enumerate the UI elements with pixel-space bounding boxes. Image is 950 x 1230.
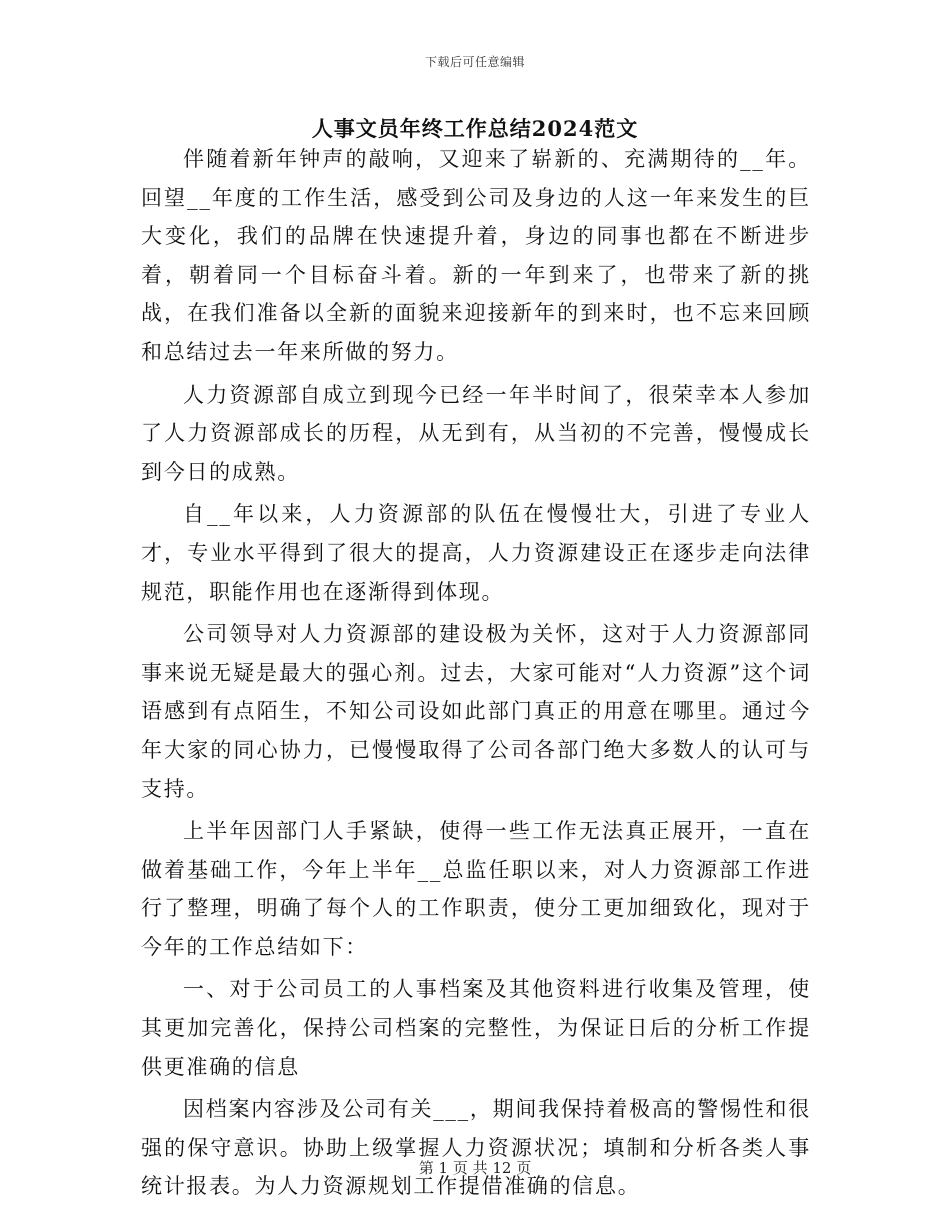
paragraph: 人力资源部自成立到现今已经一年半时间了，很荣幸本人参加了人力资源部成长的历程，从无到有，从当初的不完善，慢慢成长到今日的成熟。 [141, 382, 811, 484]
document-title: 人事文员年终工作总结2024范文 [311, 116, 639, 141]
header-note: 下载后可任意编辑 [424, 55, 525, 69]
paragraph: 上半年因部门人手紧缺，使得一些工作无法真正展开，一直在做着基础工作，今年上半年__总监任职以来，对人力资源部工作进行了整理，明确了每个人的工作职责，使分工更加细致化，现对于今年的工作总结如下： [141, 819, 811, 959]
paragraph: 公司领导对人力资源部的建设极为关怀，这对于人力资源部同事来说无疑是最大的强心剂。过去，大家可能对“人力资源”这个词语感到有点陌生，不知公司设如此部门真正的用意在哪里。通过今年大家的同心协力，已慢慢取得了公司各部门绝大多数人的认可与支持。 [141, 622, 811, 801]
section-heading-paragraph: 一、对于公司员工的人事档案及其他资料进行收集及管理，使其更加完善化，保持公司档案的完整性，为保证日后的分析工作提供更准确的信息 [141, 977, 811, 1079]
paragraph: 伴随着新年钟声的敲响，又迎来了崭新的、充满期待的__年。回望__年度的工作生活，感受到公司及身边的人这一年来发生的巨大变化，我们的品牌在快速提升着，身边的同事也都在不断进步着，朝着同一个目标奋斗着。新的一年到来了，也带来了新的挑战，在我们准备以全新的面貌来迎接新年的到来时，也不忘来回顾和总结过去一年来所做的努力。 [141, 147, 811, 364]
paragraph: 因档案内容涉及公司有关___，期间我保持着极高的警惕性和很强的保守意识。协助上级掌握人力资源状况；填制和分析各类人事统计报表。为人力资源规划工作提借准确的信息。 [141, 1097, 811, 1199]
document-body [141, 140, 811, 1210]
paragraph: 自__年以来，人力资源部的队伍在慢慢壮大，引进了专业人才，专业水平得到了很大的提高，人力资源建设正在逐步走向法律规范，职能作用也在逐渐得到体现。 [141, 502, 811, 604]
page-number: 第 1 页 共 12 页 [418, 1159, 532, 1177]
